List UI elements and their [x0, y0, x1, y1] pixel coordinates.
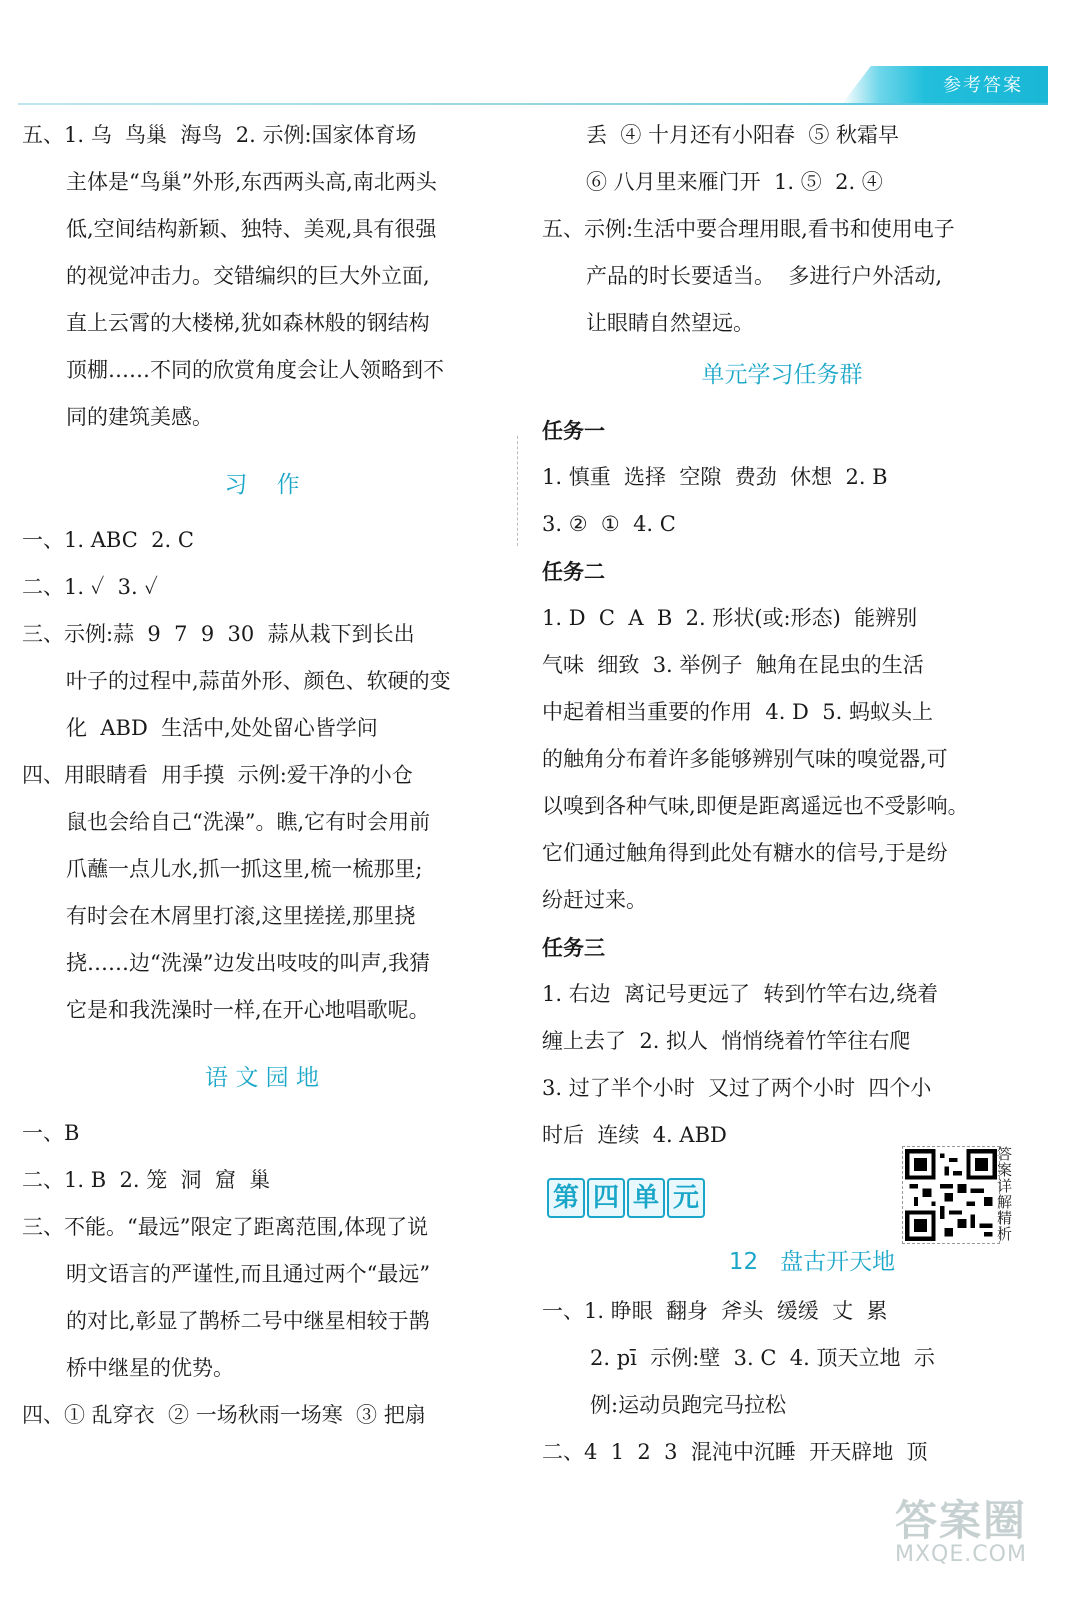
answer-line: 气味 细致 3. 举例子 触角在昆虫的生活 [542, 653, 924, 677]
answer-line: 四、用眼睛看 用手摸 示例:爱干净的小仓 [22, 763, 413, 787]
answer-line: 鼠也会给自己“洗澡”。瞧,它有时会用前 [66, 810, 431, 834]
answer-line: 它是和我洗澡时一样,在开心地唱歌呢。 [66, 998, 430, 1022]
right-block-1 [542, 112, 1022, 347]
answer-line: 2. pī 示例:壁 3. C 4. 顶天立地 示 [590, 1346, 935, 1370]
answer-line: 让眼睛自然望远。 [586, 311, 754, 335]
answer-line: 二、4 1 2 3 混沌中沉睡 开天辟地 顶 [542, 1440, 928, 1464]
header-divider [18, 103, 1048, 105]
unit-banner [547, 1178, 705, 1218]
left-block-1 [22, 112, 502, 441]
qr-code-icon [905, 1149, 997, 1241]
answer-line: 时后 连续 4. ABD [542, 1123, 727, 1147]
answer-line: 一、1. 睁眼 翻身 斧头 缓缓 丈 累 [542, 1299, 888, 1323]
answer-line: 叶子的过程中,蒜苗外形、颜色、软硬的变 [66, 669, 451, 693]
answer-line: 同的建筑美感。 [66, 405, 213, 429]
answer-line: 以嗅到各种气味,即便是距离遥远也不受影响。 [542, 794, 969, 818]
task-label: 任务一 [542, 418, 605, 443]
lesson-title: 12 盘古开天地 [728, 1249, 896, 1275]
answer-line: 主体是“鸟巢”外形,东西两头高,南北两头 [66, 170, 437, 194]
left-block-2 [22, 517, 502, 1034]
section-title-yuwen: 语 文 园 地 [205, 1065, 319, 1091]
answer-line: 三、不能。“最远”限定了距离范围,体现了说 [22, 1215, 429, 1239]
answer-line: 三、示例:蒜 9 7 9 30 蒜从栽下到长出 [22, 622, 415, 646]
answer-line: 四、① 乱穿衣 ② 一场秋雨一场寒 ③ 把扇 [22, 1403, 426, 1427]
section-title-task-group: 单元学习任务群 [701, 362, 863, 388]
answer-line: 一、1. ABC 2. C [22, 528, 194, 552]
answer-line: 3. 过了半个小时 又过了两个小时 四个小 [542, 1076, 932, 1100]
answer-line: 桥中继星的优势。 [66, 1356, 234, 1380]
unit-banner-char: 四 [587, 1178, 625, 1218]
watermark-logo: 答案圈 [895, 1496, 1028, 1545]
watermark [895, 1488, 1065, 1568]
left-column [22, 112, 502, 1439]
column-divider [517, 436, 518, 546]
answer-line: 的对比,彰显了鹊桥二号中继星相较于鹊 [66, 1309, 430, 1333]
section-title-xizuo: 习 作 [224, 472, 300, 498]
answer-line: 1. D C A B 2. 形状(或:形态) 能辨别 [542, 606, 918, 630]
left-block-3 [22, 1110, 502, 1439]
answer-line: 五、1. 乌 鸟巢 海鸟 2. 示例:国家体育场 [22, 123, 417, 147]
lesson-block [542, 1288, 1022, 1476]
task-label: 任务二 [542, 559, 605, 584]
answer-line: 缠上去了 2. 拟人 悄悄绕着竹竿往右爬 [542, 1029, 911, 1053]
answer-line: 化 ABD 生活中,处处留心皆学问 [66, 716, 378, 740]
answer-line: 明文语言的严谨性,而且通过两个“最远” [66, 1262, 431, 1286]
answer-line: 五、示例:生活中要合理用眼,看书和使用电子 [542, 217, 955, 241]
watermark-url: MXQE.COM [895, 1542, 1027, 1567]
answer-line: 直上云霄的大楼梯,犹如森林般的钢结构 [66, 311, 430, 335]
answer-line: 的视觉冲击力。交错编织的巨大外立面, [66, 264, 430, 288]
answer-line: 它们通过触角得到此处有糖水的信号,于是纷 [542, 841, 948, 865]
answer-line: 1. 慎重 选择 空隙 费劲 休想 2. B [542, 465, 888, 489]
right-column [542, 112, 1022, 1159]
answer-line: 1. 右边 离记号更远了 转到竹竿右边,绕着 [542, 982, 939, 1006]
qr-label: 答案详解精析 [997, 1145, 1013, 1243]
answer-line: 纷赶过来。 [542, 888, 647, 912]
answer-line: 产品的时长要适当。 多进行户外活动, [586, 264, 943, 288]
header-label: 参考答案 [943, 75, 1023, 96]
answer-line: 二、1. ✓ 3. ✓ [22, 575, 158, 599]
answer-line: 例:运动员跑完马拉松 [590, 1393, 787, 1417]
answer-line: 挠……边“洗澡”边发出吱吱的叫声,我猜 [66, 951, 431, 975]
answer-line: 低,空间结构新颖、独特、美观,具有很强 [66, 217, 437, 241]
unit-banner-char: 第 [547, 1178, 585, 1218]
task-label: 任务三 [542, 935, 605, 960]
answer-line: 爪蘸一点儿水,抓一抓这里,梳一梳那里; [66, 857, 423, 881]
answer-line: 一、B [22, 1121, 80, 1145]
answer-line: 中起着相当重要的作用 4. D 5. 蚂蚁头上 [542, 700, 933, 724]
answer-line: 丢 ④ 十月还有小阳春 ⑤ 秋霜早 [586, 123, 900, 147]
unit-banner-char: 元 [667, 1178, 705, 1218]
answer-line: 二、1. B 2. 笼 洞 窟 巢 [22, 1168, 271, 1192]
answer-line: 有时会在木屑里打滚,这里搓搓,那里挠 [66, 904, 416, 928]
answer-line: 的触角分布着许多能够辨别气味的嗅觉器,可 [542, 747, 948, 771]
answer-line: 顶棚……不同的欣赏角度会让人领略到不 [66, 358, 444, 382]
unit-banner-char: 单 [627, 1178, 665, 1218]
answer-line: 3. ② ① 4. C [542, 512, 676, 536]
answer-line: ⑥ 八月里来雁门开 1. ⑤ 2. ④ [586, 170, 883, 194]
